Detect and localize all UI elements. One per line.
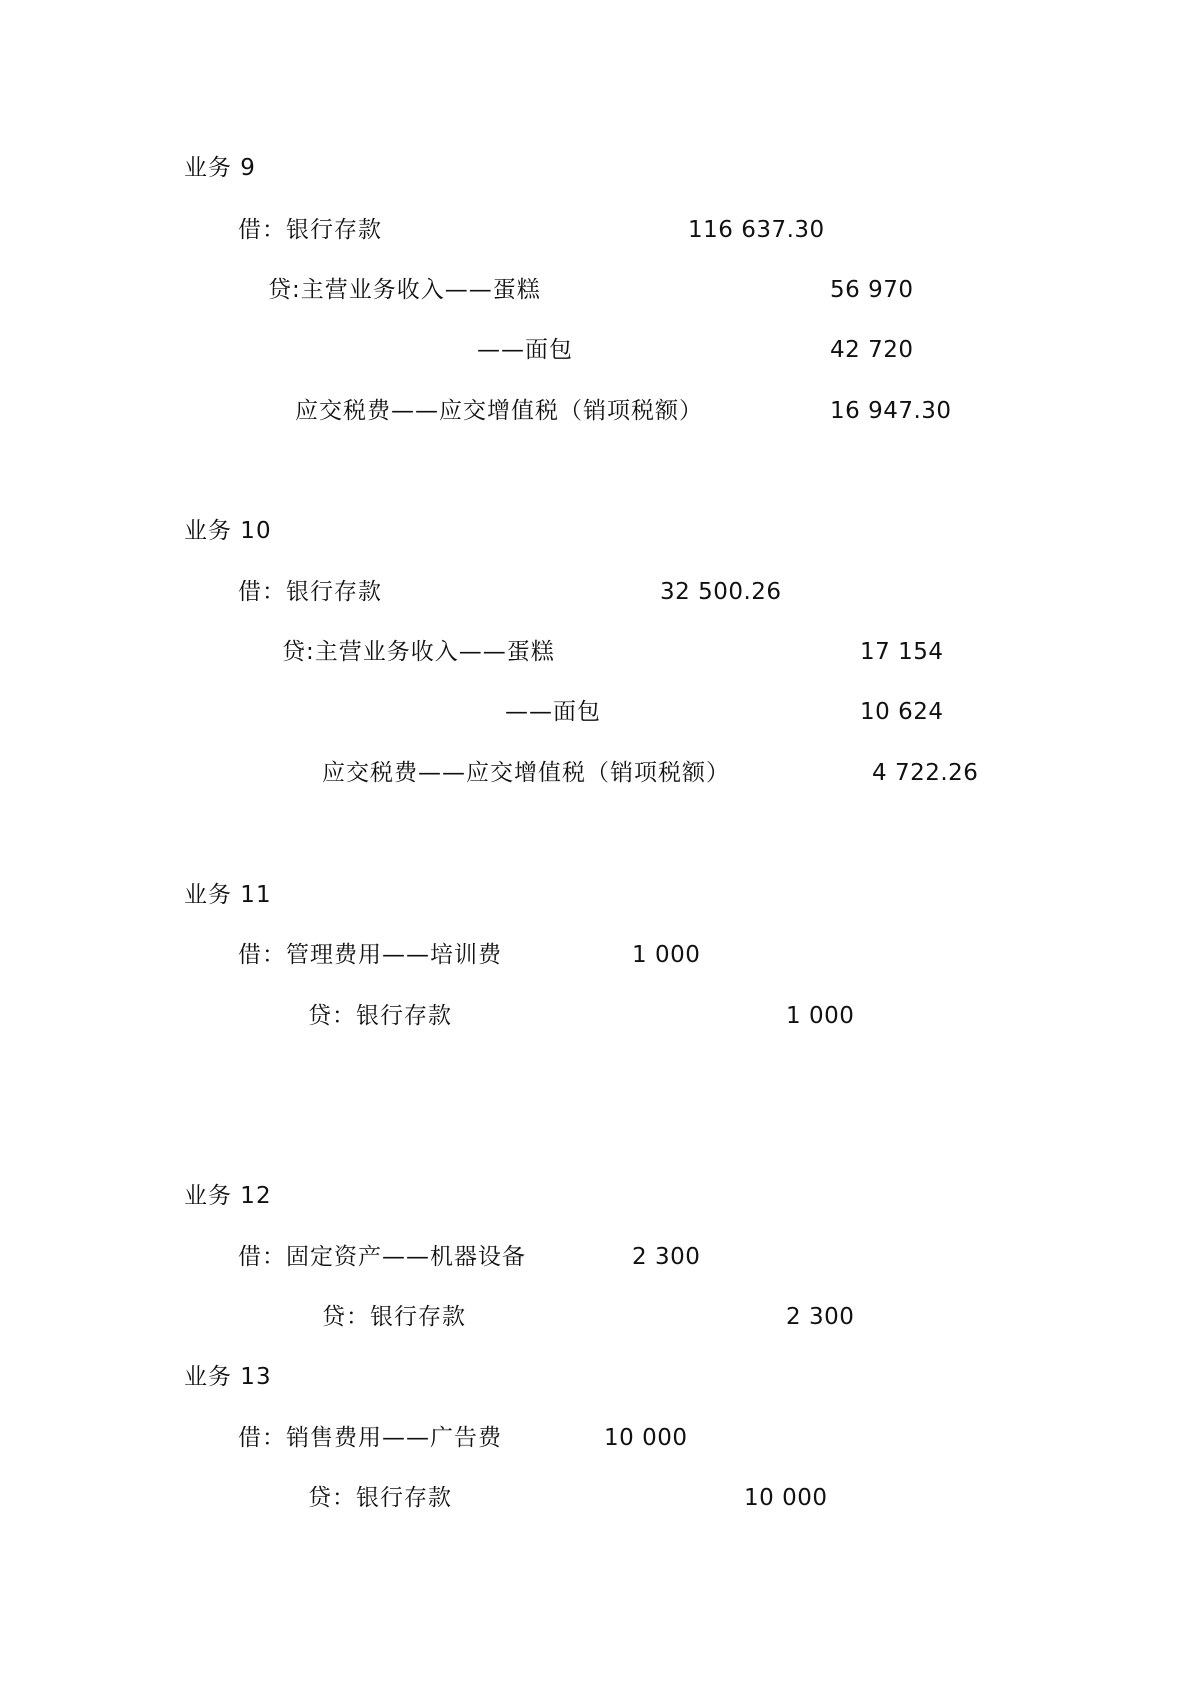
debit-amount: 2 300 (632, 1244, 701, 1270)
debit-account: 借：银行存款 (238, 217, 382, 243)
entry-heading: 业务 13 (184, 1364, 272, 1390)
credit-account: 贷:主营业务收入——蛋糕 (282, 639, 555, 665)
credit-amount: 10 000 (744, 1485, 828, 1511)
credit-amount: 16 947.30 (830, 398, 952, 424)
credit-subaccount: ——面包 (477, 337, 573, 363)
credit-amount: 2 300 (786, 1304, 855, 1330)
debit-amount: 32 500.26 (660, 579, 782, 605)
credit-account: 应交税费——应交增值税（销项税额） (322, 760, 730, 786)
credit-amount: 42 720 (830, 337, 914, 363)
debit-account: 借：销售费用——广告费 (238, 1425, 502, 1451)
credit-account: 贷：银行存款 (308, 1485, 452, 1511)
entry-heading: 业务 11 (184, 882, 272, 908)
entry-heading: 业务 9 (184, 155, 256, 181)
entry-heading: 业务 12 (184, 1183, 272, 1209)
credit-amount: 56 970 (830, 277, 914, 303)
debit-amount: 10 000 (604, 1425, 688, 1451)
credit-account: 贷：银行存款 (322, 1304, 466, 1330)
debit-account: 借：固定资产——机器设备 (238, 1244, 526, 1270)
credit-account: 贷：银行存款 (308, 1003, 452, 1029)
credit-account: 贷:主营业务收入——蛋糕 (268, 277, 541, 303)
debit-amount: 116 637.30 (688, 217, 825, 243)
credit-amount: 10 624 (860, 699, 944, 725)
credit-amount: 17 154 (860, 639, 944, 665)
debit-account: 借：管理费用——培训费 (238, 942, 502, 968)
credit-account: 应交税费——应交增值税（销项税额） (295, 398, 703, 424)
debit-account: 借：银行存款 (238, 579, 382, 605)
credit-amount: 1 000 (786, 1003, 855, 1029)
entry-heading: 业务 10 (184, 518, 272, 544)
credit-amount: 4 722.26 (872, 760, 979, 786)
credit-subaccount: ——面包 (505, 699, 601, 725)
debit-amount: 1 000 (632, 942, 701, 968)
